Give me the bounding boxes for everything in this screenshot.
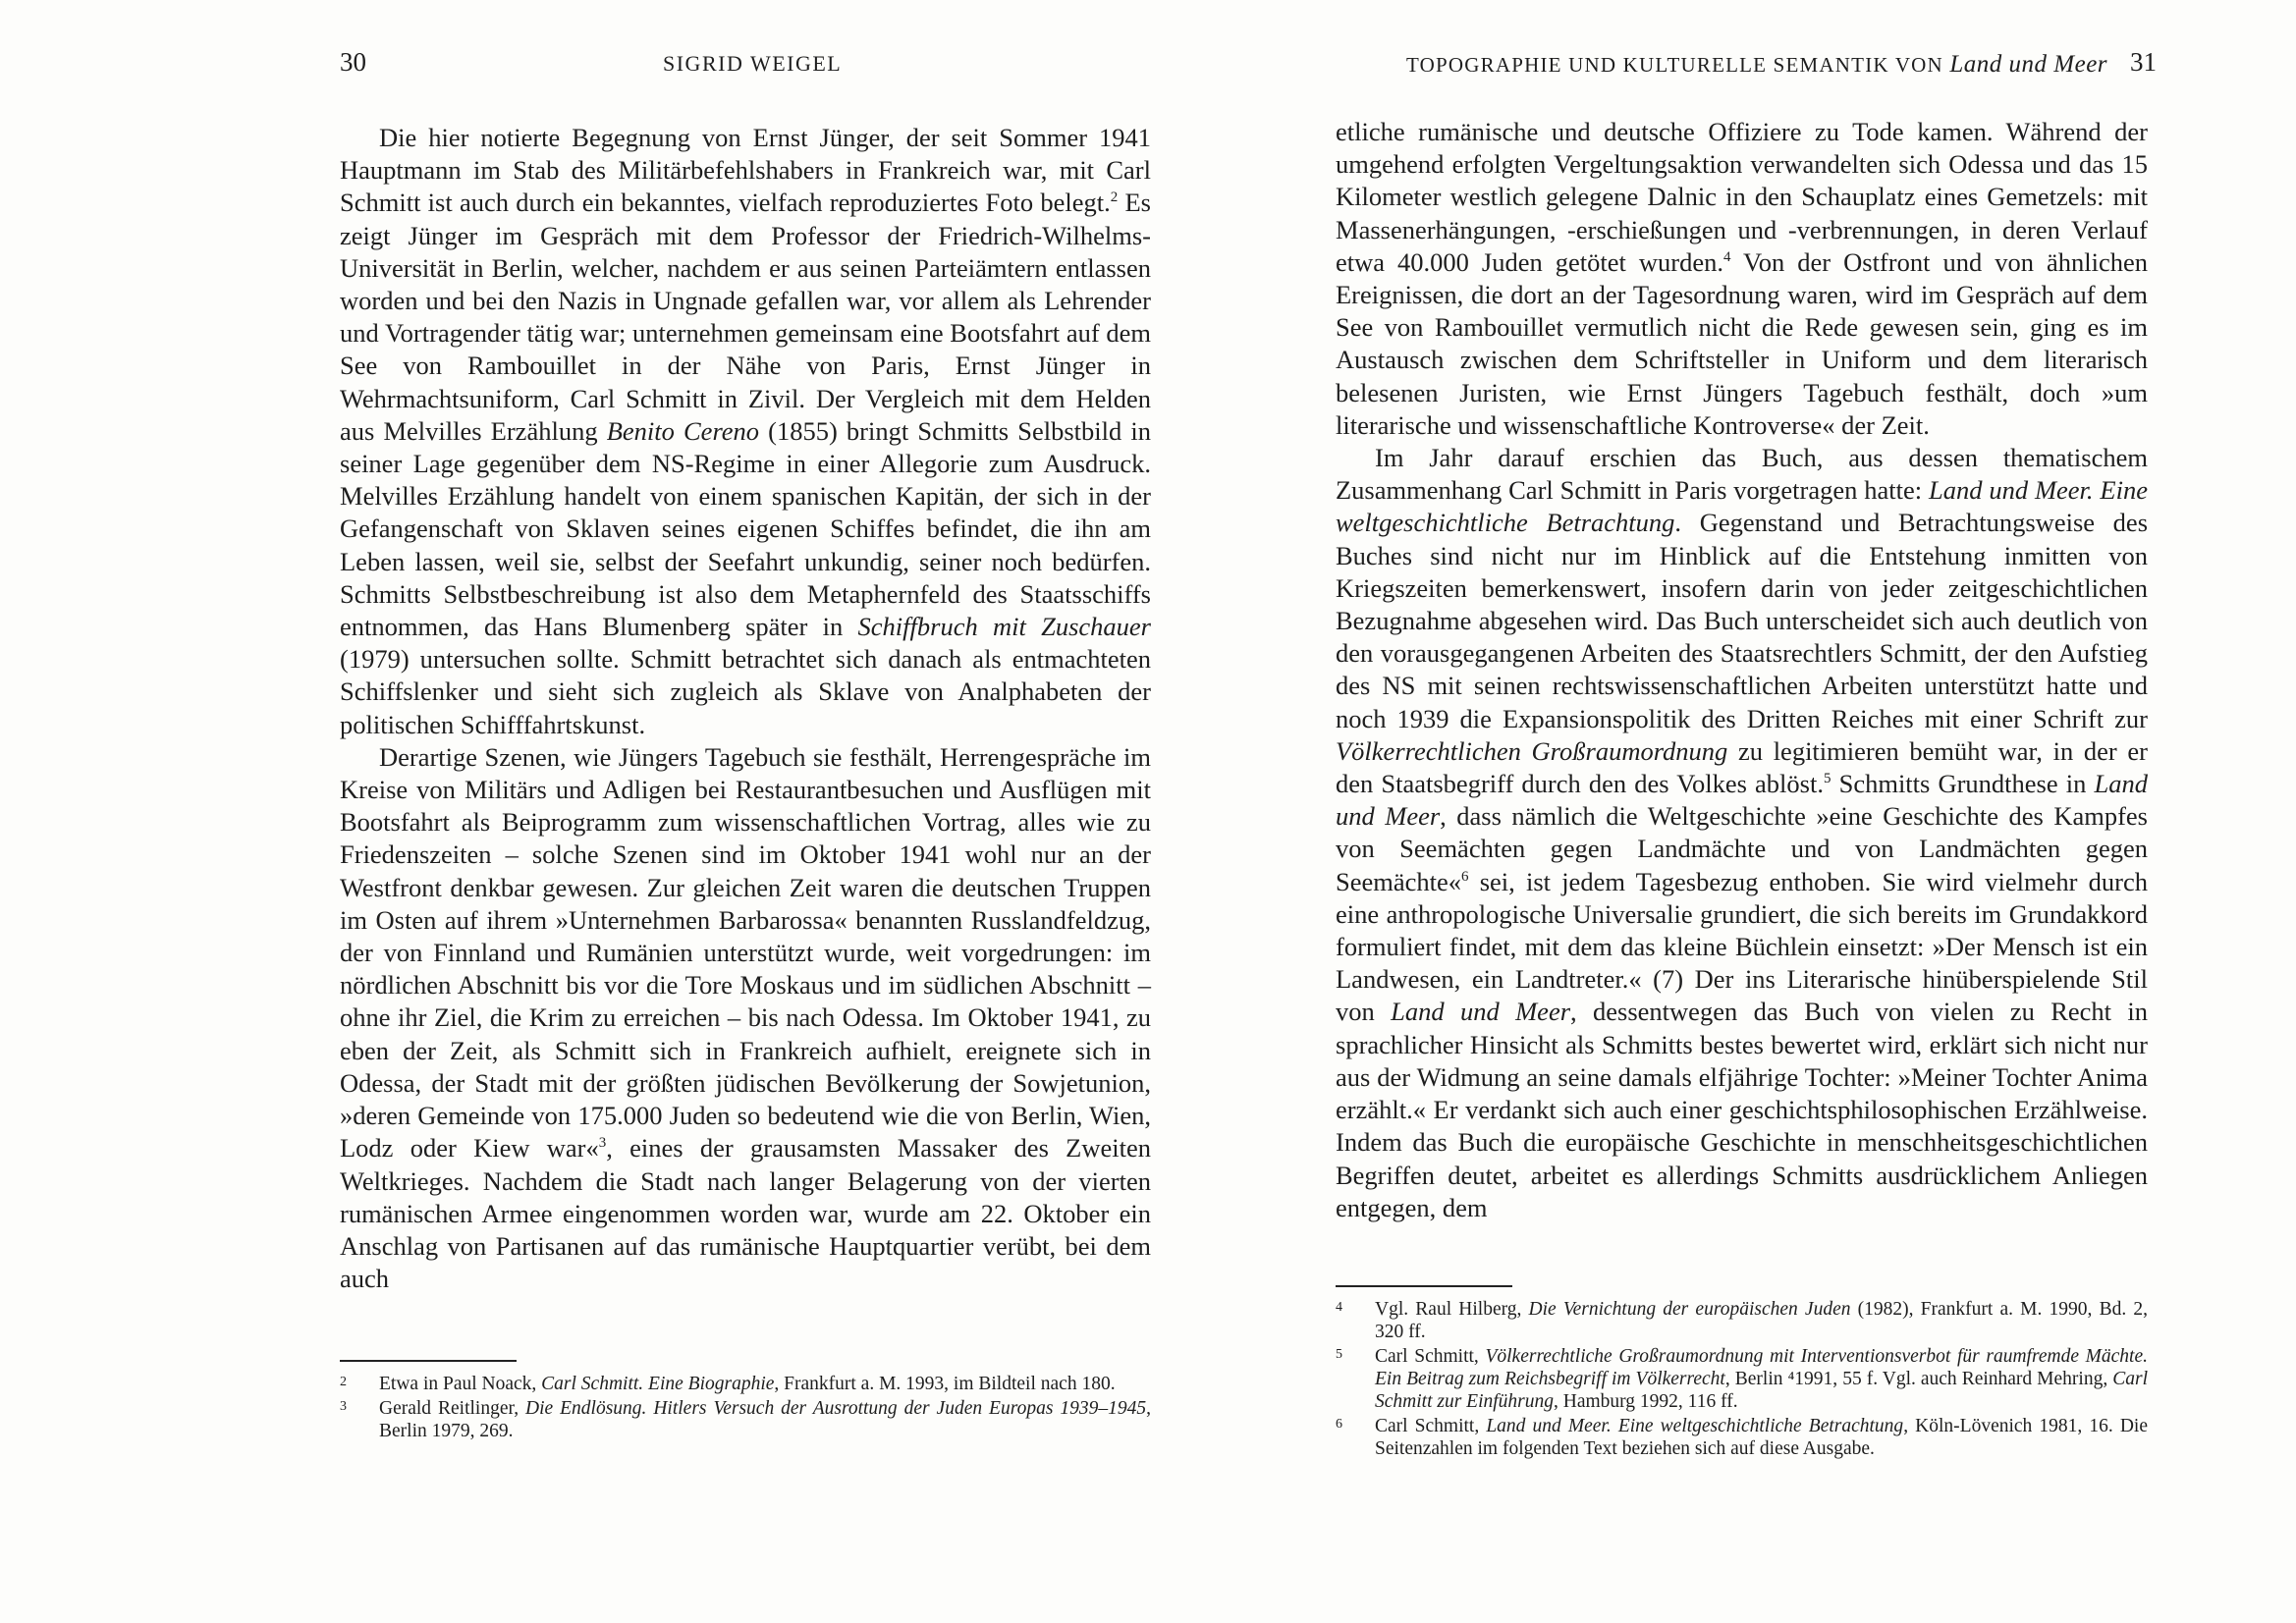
text-run: (1855) bringt Schmitts Selbstbild in seiner Lage gegenüber dem NS-Regime in einer Allegorie zum Ausdruck. Melvilles Erzählung handelt von einem spanischen Kapitän, der sich in der Gefangenschaft von Sklaven seines eigenen Schiffes befindet, die ihn am Leben lassen, weil sie, selbst der Seefahrt unkundig, seiner noch bedürfen. Schmitts Selbstbeschreibung ist also dem Metaphernfeld des Staatsschiffs entnommen, das Hans Blumenberg später in [340,415,1151,642]
footnote [1336,1415,2148,1460]
paragraph [340,122,1151,741]
footnotes [1336,1298,2148,1462]
body-text [340,122,1151,1295]
footnote-text: , Frankfurt a. M. 1993, im Bildteil nach 180. [774,1374,1116,1394]
footnote-number: 2 [340,1375,347,1389]
text-run: Derartige Szenen, wie Jüngers Tagebuch sie festhält, Herrengespräche im Kreise von Militärs und Adligen bei Restaurantbesuchen und Ausflügen mit Bootsfahrt als Beiprogramm zum wissenschaftlichen Vortrag, alles wie zu Friedenszeiten – solche Szenen sind im Oktober 1941 wohl nur an der Westfront denkbar gewesen. Zur gleichen Zeit waren die deutschen Truppen im Osten auf ihrem »Unternehmen Barbarossa« benannten Russlandfeldzug, der von Finnland und Rumänien unterstützt wurde, weit vorgedrungen: im nördlichen Abschnitt bis vor die Tore Moskaus und im südlichen Abschnitt – ohne ihr Ziel, die Krim zu erreichen – bis nach Odessa. Im Oktober 1941, zu eben der Zeit, als Schmitt sich in Frankreich aufhielt, ereignete sich in Odessa, der Stadt mit der größten jüdischen Bevölkerung der Sowjetunion, »deren Gemeinde von 175.000 Juden so bedeutend wie die von Berlin, Wien, Lodz oder Kiew war« [340,741,1151,1163]
footnote-title: Land und Meer. Eine weltgeschichtliche Betrachtung [1486,1416,1904,1436]
text-run: zu legitimieren bemüht war, in der er den Staatsbegriff durch den des Volkes ablöst. [1336,735,2148,799]
text-run: , eines der grausamsten Massaker des Zweiten Weltkrieges. Nachdem die Stadt nach langer Belagerung von der vierten rumänischen Armee eingenommen worden war, wurde am 22. Oktober ein Anschlag von Partisanen auf das rumänische Hauptquartier verübt, bei dem auch [340,1133,1151,1294]
text-run: etliche rumänische und deutsche Offiziere zu Tode kamen. Während der umgehend erfolgten Vergeltungsaktion verwandelten sich Odessa und das 15 Kilometer westlich gelegene Dalnic in den Schauplatz eines Gemetzels: mit Massenerhängungen, -erschießungen und -verbrennungen, in deren Verlauf etwa 40.000 Juden getötet wurden. [1336,117,2148,277]
text-run: Die hier notierte Begegnung von Ernst Jünger, der seit Sommer 1941 Hauptmann im Stab des Militärbefehlshabers in Frankreich war, mit Carl Schmitt ist auch durch ein bekanntes, vielfach reproduziertes Foto belegt. [340,123,1151,218]
running-head-title: Land und Meer [1949,51,2108,78]
book-title: Völkerrechtlichen Großraumordnung [1336,735,1728,766]
footnote-ref: 6 [1461,868,1469,885]
text-run: Es zeigt Jünger im Gespräch mit dem Professor der Friedrich-Wilhelms-Universität in Berlin, welcher, nachdem er aus seinen Parteiämtern entlassen worden und bei den Nazis in Ungnade gefallen war, vor allem als Lehrender und Vortragender tätig war; unternehmen gemeinsam eine Bootsfahrt auf dem See von Rambouillet in der Nähe von Paris, Ernst Jünger in Wehrmachtsuniform, Carl Schmitt in Zivil. Der Vergleich mit dem Helden aus Melvilles Erzählung [340,188,1151,446]
running-head-text: TOPOGRAPHIE UND KULTURELLE SEMANTIK VON [1406,53,1950,77]
footnote-text: Vgl. Raul Hilberg, [1375,1299,1529,1320]
footnote [340,1373,1151,1395]
footnotes [340,1373,1151,1444]
book-title: Land und Meer [1336,769,2148,832]
book-title: Land und Meer. Eine weltgeschichtliche Betrachtung [1336,475,2148,538]
footnote-title: Carl Schmitt. Eine Biographie [541,1374,775,1394]
footnote-ref: 4 [1723,248,1731,265]
paragraph [1336,116,2148,442]
page-number: 30 [340,47,366,77]
footnote-title: Völkerrechtliche Großraumordnung mit Interventionsverbot für raumfremde Mächte. Ein Beitrag zum Reichsbegriff im Völkerrecht [1375,1346,2148,1389]
book-title: Benito Cereno [606,415,760,446]
text-run: , dessentwegen das Buch von vielen zu Recht in sprachlicher Hinsicht als Schmitts bestes bewertet wird, erklärt sich nicht nur aus der Widmung an seine damals elfjährige Tochter: »Meiner Tochter Anima erzählt.« Er verdankt sich auch einer geschichtsphilosophischen Erzählweise. Indem das Buch die europäische Geschichte in menschheitsgeschichtlichen Begriffen deutet, arbeitet es allerdings Schmitts ausdrücklichem Anliegen entgegen, dem [1336,997,2149,1222]
text-run: Schmitts Grundthese in [1831,769,2095,799]
footnote [1336,1298,2148,1343]
text-run: sei, ist jedem Tagesbezug enthoben. Sie wird vielmehr durch eine anthropologische Universalie grundiert, die sich bereits im Grundakkord formuliert findet, mit dem das kleine Büchlein einsetzt: »Der Mensch ist ein Landwesen, ein Landtreter.« (7) Der ins Literarische hinüberspielende Stil von [1336,866,2148,1027]
running-head [1406,51,2107,79]
footnote [1336,1345,2148,1413]
footnote-text: , Köln-Lövenich 1981, 16. Die Seitenzahlen im folgenden Text beziehen sich auf diese Ausgabe. [1375,1416,2148,1459]
footnote-title: Die Vernichtung der europäischen Juden [1528,1299,1851,1320]
footnote-text: Etwa in Paul Noack, [379,1374,542,1394]
right-page [1148,0,2296,1623]
body-text [1336,116,2148,1224]
footnote-number: 5 [1336,1347,1342,1362]
footnote-rule [1336,1285,1512,1287]
footnote-text: Carl Schmitt, [1375,1346,1486,1367]
footnote-title: Die Endlösung. Hitlers Versuch der Ausrottung der Juden Europas 1939–1945 [525,1398,1147,1419]
footnote-title: Carl Schmitt zur Einführung [1375,1369,2148,1412]
text-run: Von der Ostfront und von ähnlichen Ereignissen, die dort an der Tagesordnung waren, wird im Gespräch auf dem See von Rambouillet vermutlich nicht die Rede gewesen sein, ging es im Austausch zwischen dem Schriftsteller in Uniform und dem literarisch belesenen Juristen, wie Ernst Jüngers Tagebuch festhält, doch »um literarische und wissenschaftliche Kontroverse« der Zeit. [1336,246,2148,440]
footnote-rule [340,1360,517,1362]
text-run: . Gegenstand und Betrachtungsweise des Buches sind nicht nur im Hinblick auf die Entstehung inmitten von Kriegszeiten bemerkenswert, insofern darin von jeder zeitgeschichtlichen Bezugnahme abgesehen wird. Das Buch unterscheidet sich auch deutlich von den vorausgegangenen Arbeiten des Staatsrechtlers Schmitt, der den Aufstieg des NS mit seinen rechtswissenschaftlichen Arbeiten unterstützt hatte und noch 1939 die Expansionspolitik des Dritten Reiches mit einer Schrift zur [1336,508,2149,733]
footnote-number: 6 [1336,1417,1342,1432]
footnote-ref: 5 [1823,771,1831,787]
footnote-number: 3 [340,1399,347,1414]
footnote-text: , Hamburg 1992, 116 ff. [1554,1391,1738,1412]
footnote [340,1397,1151,1442]
footnote-number: 4 [1336,1300,1342,1315]
footnote-text: Gerald Reitlinger, [379,1398,526,1419]
text-run: , dass nämlich die Weltgeschichte »eine Geschichte des Kampfes von Seemächten gegen Landmächte und von Landmächten gegen Seemächte« [1336,801,2148,896]
book-title: Schiffbruch mit Zuschauer [857,612,1151,642]
footnote-ref: 2 [1110,189,1119,206]
text-run: (1979) untersuchen sollte. Schmitt betrachtet sich danach als entmachteten Schiffslenker und sieht sich zugleich als Sklave von Analphabeten der politischen Schifffahrtskunst. [340,644,1151,739]
text-run: Im Jahr darauf erschien das Buch, aus dessen thematischem Zusammenhang Carl Schmitt in Paris vorgetragen hatte: [1336,443,2148,506]
footnote-text: , Berlin 1979, 269. [379,1398,1151,1441]
footnote-text: Carl Schmitt, [1375,1416,1487,1436]
page-number: 31 [2130,47,2157,77]
paragraph [1336,442,2148,1224]
footnote-text: , Berlin ⁴1991, 55 f. Vgl. auch Reinhard Mehring, [1724,1369,2113,1389]
running-head: SIGRID WEIGEL [663,51,843,76]
paragraph [340,741,1151,1295]
book-title: Land und Meer [1391,997,1571,1027]
footnote-ref: 3 [598,1135,607,1152]
footnote-text: (1982), Frankfurt a. M. 1990, Bd. 2, 320 ff. [1375,1299,2149,1342]
